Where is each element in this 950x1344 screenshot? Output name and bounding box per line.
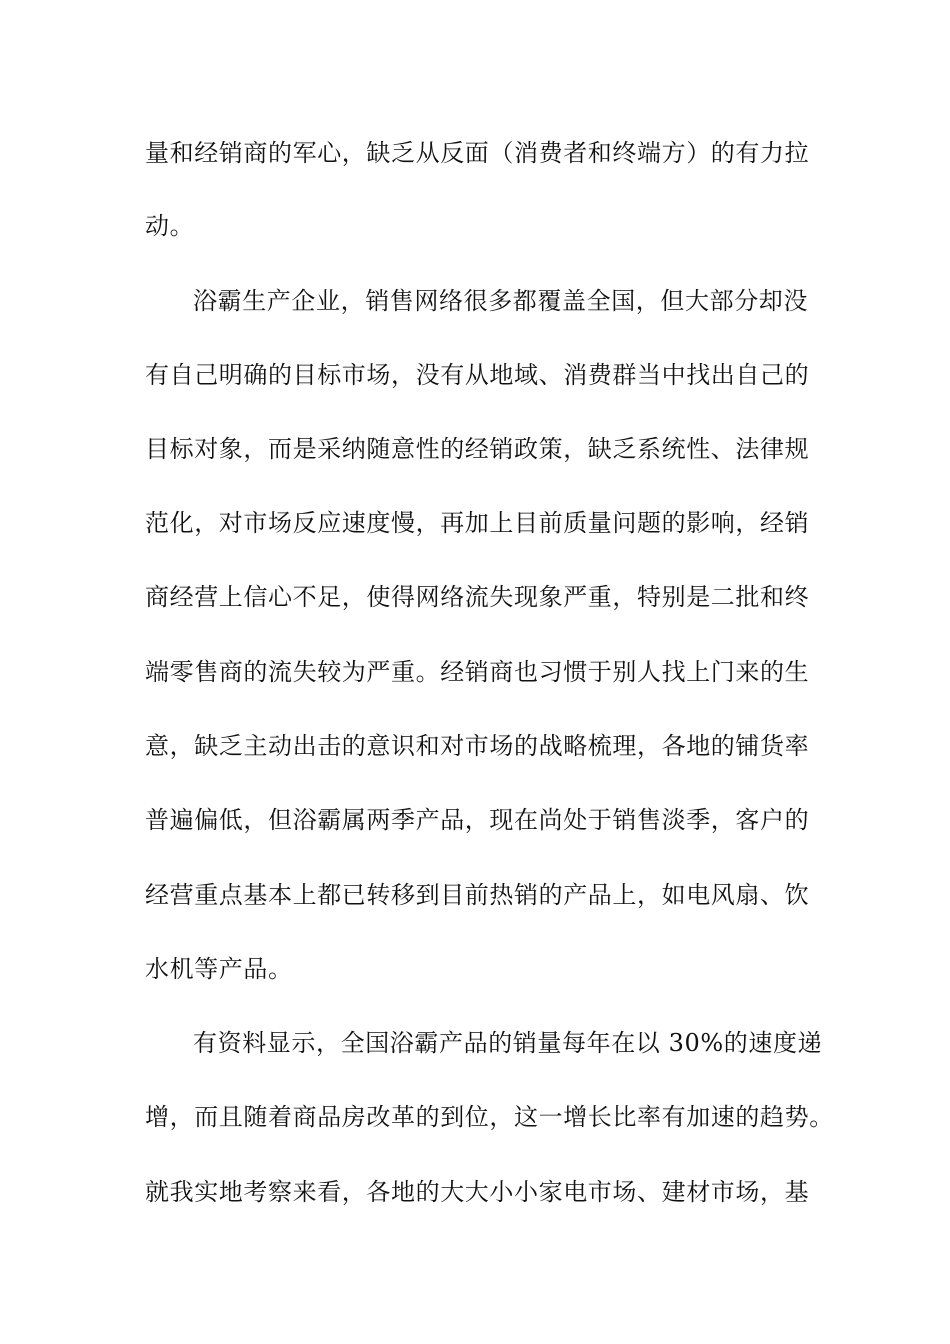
text-line-12: 水机等产品。 [145, 955, 293, 983]
text-line-6: 范化，对市场反应速度慢，再加上目前质量问题的影响，经销 [145, 509, 810, 537]
text-line-14: 增，而且随着商品房改革的到位，这一增长比率有加速的趋势。 [145, 1103, 834, 1131]
text-line-13: 有资料显示，全国浴霸产品的销量每年在以 30%的速度递 [193, 1029, 823, 1057]
text-line-8: 端零售商的流失较为严重。经销商也习惯于别人找上门来的生 [145, 658, 810, 686]
text-line-1: 量和经销商的军心，缺乏从反面（消费者和终端方）的有力拉 [145, 139, 810, 167]
text-line-5: 目标对象，而是采纳随意性的经销政策，缺乏系统性、法律规 [145, 435, 810, 463]
text-line-9: 意，缺乏主动出击的意识和对市场的战略梳理，各地的铺货率 [145, 732, 810, 760]
text-line-7: 商经营上信心不足，使得网络流失现象严重，特别是二批和终 [145, 583, 810, 611]
text-line-11: 经营重点基本上都已转移到目前热销的产品上，如电风扇、饮 [145, 881, 810, 909]
text-line-3: 浴霸生产企业，销售网络很多都覆盖全国，但大部分却没 [193, 287, 808, 315]
text-line-2: 动。 [145, 212, 195, 240]
text-line-4: 有自己明确的目标市场，没有从地域、消费群当中找出自己的 [145, 361, 810, 389]
text-line-15: 就我实地考察来看，各地的大大小小家电市场、建材市场，基 [145, 1178, 810, 1206]
text-line-10: 普遍偏低，但浴霸属两季产品，现在尚处于销售淡季，客户的 [145, 806, 810, 834]
